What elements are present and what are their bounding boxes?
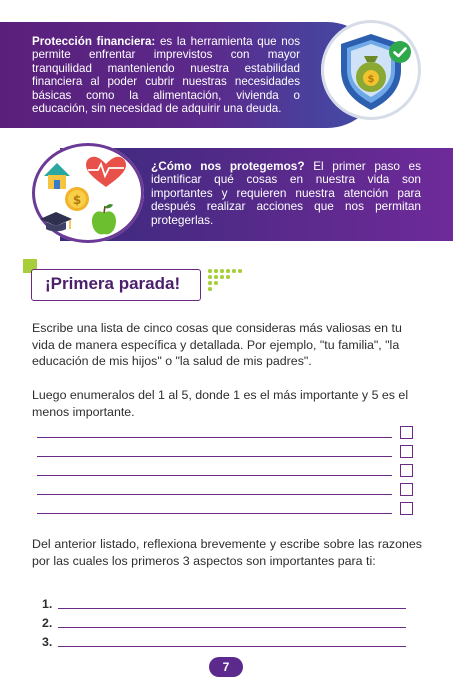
- shield-money-icon: [321, 20, 421, 120]
- how-to-protect-description: El primer paso es identificar qué cosas en nuestra vida son importantes y requieren nuestra atención para después realizar acciones que nos permitan protegerlas.: [151, 159, 421, 227]
- answer-line-3[interactable]: [37, 475, 392, 476]
- page-number: 7: [209, 657, 243, 677]
- answer-line-2[interactable]: [37, 456, 392, 457]
- checkmark-icon: [388, 40, 412, 64]
- house-icon: [44, 163, 70, 189]
- shield-badge: [321, 20, 421, 120]
- rank-checkbox-1[interactable]: [400, 426, 413, 439]
- svg-text:$: $: [72, 193, 82, 207]
- numbered-label-2: 2.: [42, 616, 53, 630]
- rank-checkbox-5[interactable]: [400, 502, 413, 515]
- valuables-icons-badge: [32, 143, 144, 243]
- rank-checkbox-2[interactable]: [400, 445, 413, 458]
- answer-line-4[interactable]: [37, 494, 392, 495]
- instruction-paragraph-3: Del anterior listado, reflexiona brevemente y escribe sobre las razones por las cuales los primeros 3 aspectos son importantes para ti:: [32, 537, 422, 568]
- section-title: ¡Primera parada!: [45, 274, 181, 293]
- numbered-label-3: 3.: [42, 635, 53, 649]
- numbered-label-1: 1.: [42, 597, 53, 611]
- instruction-paragraph-2: Luego enumeralos del 1 al 5, donde 1 es el más importante y 5 es el menos importante.: [32, 388, 409, 419]
- protection-banner-text: [32, 35, 300, 115]
- how-to-protect-title: ¿Cómo nos protegemos?: [151, 159, 305, 173]
- coin-icon: [65, 187, 89, 211]
- protection-description: es la herramienta que nos permite enfrentar imprevistos con mayor tranquilidad manteniendo nuestra estabilidad financiera al poder cubrir nuestras necesidades básicas como la alimentación, vivienda o educación, sin necesidad de adquirir una deuda.: [32, 35, 300, 116]
- reason-line-3[interactable]: [58, 646, 406, 647]
- how-to-protect-text: [151, 160, 421, 227]
- answer-line-1[interactable]: [37, 437, 392, 438]
- heart-pulse-icon: [86, 157, 126, 187]
- apple-icon: [92, 204, 116, 234]
- rank-checkbox-3[interactable]: [400, 464, 413, 477]
- svg-text:$: $: [367, 74, 375, 85]
- reason-line-2[interactable]: [58, 627, 406, 628]
- rank-checkbox-4[interactable]: [400, 483, 413, 496]
- graduation-cap-icon: [40, 212, 72, 231]
- reason-line-1[interactable]: [58, 608, 406, 609]
- protection-title: Protección financiera:: [32, 35, 156, 48]
- instruction-paragraph-1: Escribe una lista de cinco cosas que consideras más valiosas en tu vida de manera específica y detallada. Por ejemplo, "tu familia", "la educación de mis hijos" o "la salud de mis padres".: [32, 321, 402, 369]
- answer-line-5[interactable]: [37, 513, 392, 514]
